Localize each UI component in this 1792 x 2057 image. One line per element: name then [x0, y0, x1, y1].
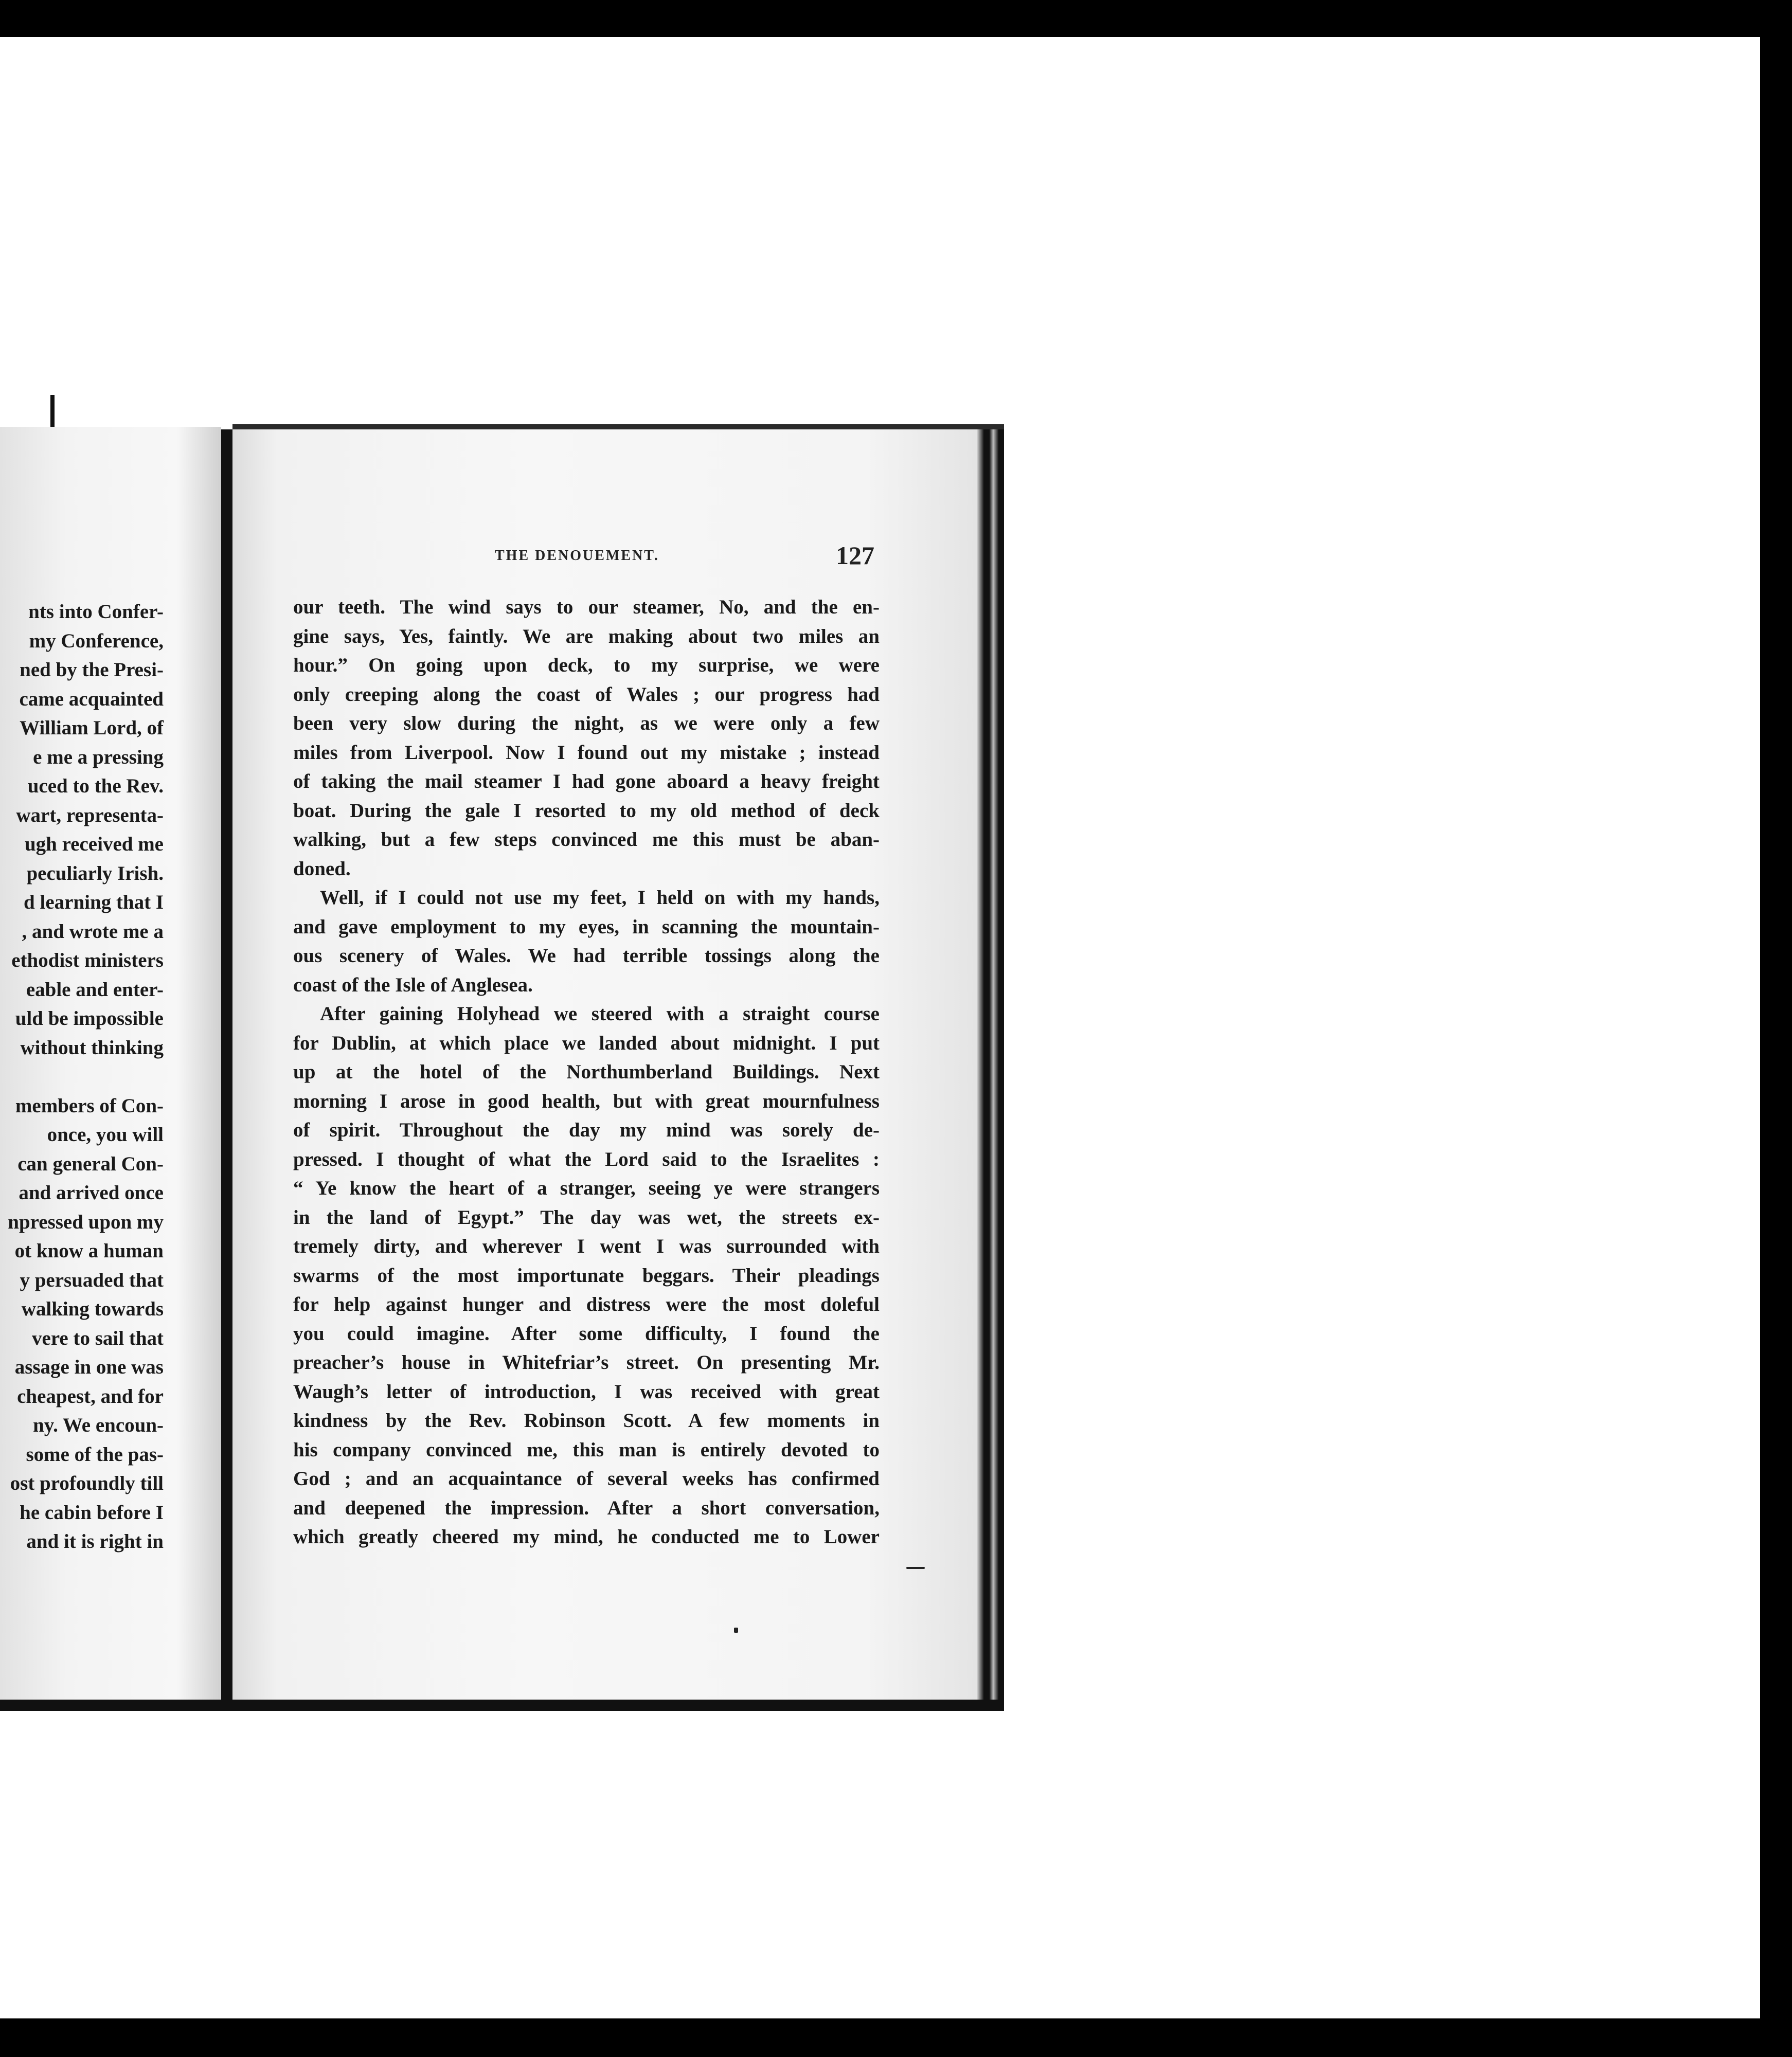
ink-speck — [734, 1628, 738, 1633]
left-line: ethodist ministers — [11, 949, 164, 971]
text-line: hour.” On going upon deck, to my surprise, we were — [293, 654, 880, 676]
left-line: members of Con- — [15, 1094, 164, 1117]
left-line: once, you will — [47, 1124, 164, 1146]
text-line: our teeth. The wind says to our steamer, No, and the en- — [293, 596, 880, 618]
text-line: walking, but a few steps convinced me this must be aban- — [293, 828, 880, 851]
left-line: walking towards — [21, 1298, 164, 1320]
text-line: you could imagine. After some difficulty, I found the — [293, 1322, 880, 1345]
left-line: ot know a human — [14, 1240, 164, 1262]
text-line: coast of the Isle of Anglesea. — [293, 973, 533, 996]
left-page-text — [0, 598, 164, 1557]
left-line: some of the pas- — [26, 1443, 164, 1466]
text-line: which greatly cheered my mind, he conducted me to Lower — [293, 1526, 880, 1548]
page-number: 127 — [836, 541, 874, 570]
left-line: wart, representa- — [16, 804, 164, 826]
left-line: he cabin before I — [20, 1501, 164, 1524]
left-line: uced to the Rev. — [27, 775, 164, 797]
ink-speck — [906, 1567, 925, 1569]
text-line: miles from Liverpool. Now I found out my mistake ; instead — [293, 741, 880, 764]
left-line: y persuaded that — [20, 1269, 164, 1291]
left-line: assage in one was — [14, 1356, 164, 1378]
book-fore-edge — [977, 429, 1004, 1705]
left-line: nts into Confer- — [28, 601, 164, 623]
page-corner-mark — [50, 395, 55, 427]
left-line — [0, 1062, 164, 1092]
left-line: uld be impossible — [15, 1007, 164, 1030]
left-line: npressed upon my — [8, 1211, 164, 1233]
text-line: Well, if I could not use my feet, I held on with my hands, — [320, 887, 880, 909]
text-line: been very slow during the night, as we were only a few — [293, 712, 880, 734]
text-line: boat. During the gale I resorted to my old method of deck — [293, 799, 880, 822]
left-line: ugh received me — [24, 833, 164, 855]
page-bottom-edge — [0, 1700, 1004, 1711]
left-line: d learning that I — [24, 891, 164, 913]
text-line: swarms of the most importunate beggars. Their pleadings — [293, 1264, 880, 1287]
text-line: God ; and an acquaintance of several weeks has confirmed — [293, 1468, 880, 1490]
text-line: of spirit. Throughout the day my mind was sorely de- — [293, 1119, 880, 1141]
left-line: eable and enter- — [26, 978, 164, 1001]
text-line: morning I arose in good health, but with great mournfulness — [293, 1090, 880, 1112]
text-line: preacher’s house in Whitefriar’s street. On presenting Mr. — [293, 1351, 880, 1374]
text-line: “ Ye know the heart of a stranger, seeing ye were strangers — [293, 1177, 880, 1199]
text-line: After gaining Holyhead we steered with a straight course — [320, 1003, 880, 1025]
text-line: ous scenery of Wales. We had terrible tossings along the — [293, 945, 880, 967]
left-line: vere to sail that — [32, 1327, 164, 1349]
left-line: cheapest, and for — [17, 1385, 164, 1408]
left-line: ost profoundly till — [10, 1472, 164, 1494]
body-text — [293, 593, 880, 1552]
left-line: and arrived once — [19, 1182, 164, 1204]
text-line: doned. — [293, 857, 351, 880]
text-line: kindness by the Rev. Robinson Scott. A few moments in — [293, 1410, 880, 1432]
text-line: pressed. I thought of what the Lord said to the Israelites : — [293, 1148, 880, 1170]
text-line: his company convinced me, this man is entirely devoted to — [293, 1438, 880, 1461]
book-gutter — [221, 429, 232, 1702]
text-line: up at the hotel of the Northumberland Buildings. Next — [293, 1061, 880, 1083]
left-line: e me a pressing — [33, 746, 164, 768]
left-line: my Conference, — [29, 629, 164, 652]
text-line: in the land of Egypt.” The day was wet, the streets ex- — [293, 1206, 880, 1229]
text-line: tremely dirty, and wherever I went I was surrounded with — [293, 1235, 880, 1257]
right-page — [232, 429, 977, 1702]
left-line: and it is right in — [26, 1530, 164, 1553]
text-line: only creeping along the coast of Wales ; our progress had — [293, 683, 880, 706]
left-line: without thinking — [20, 1036, 164, 1059]
text-line: and deepened the impression. After a short conversation, — [293, 1496, 880, 1519]
text-line: for help against hunger and distress were the most doleful — [293, 1293, 880, 1315]
left-line: peculiarly Irish. — [26, 862, 164, 885]
left-line: can general Con- — [17, 1152, 164, 1175]
running-head-title: THE DENOUEMENT. — [495, 548, 659, 564]
text-line: of taking the mail steamer I had gone aboard a heavy freight — [293, 770, 880, 792]
left-line: , and wrote me a — [22, 920, 164, 943]
text-line: Waugh’s letter of introduction, I was received with great — [293, 1380, 880, 1403]
text-line: and gave employment to my eyes, in scanning the mountain- — [293, 915, 880, 938]
text-line: for Dublin, at which place we landed about midnight. I put — [293, 1032, 880, 1054]
left-line: ny. We encoun- — [33, 1414, 164, 1436]
text-line: gine says, Yes, faintly. We are making about two miles an — [293, 625, 880, 647]
left-line: came acquainted — [19, 688, 164, 710]
left-line: ned by the Presi- — [20, 659, 164, 681]
left-line: William Lord, of — [20, 717, 164, 739]
left-page — [0, 427, 221, 1702]
